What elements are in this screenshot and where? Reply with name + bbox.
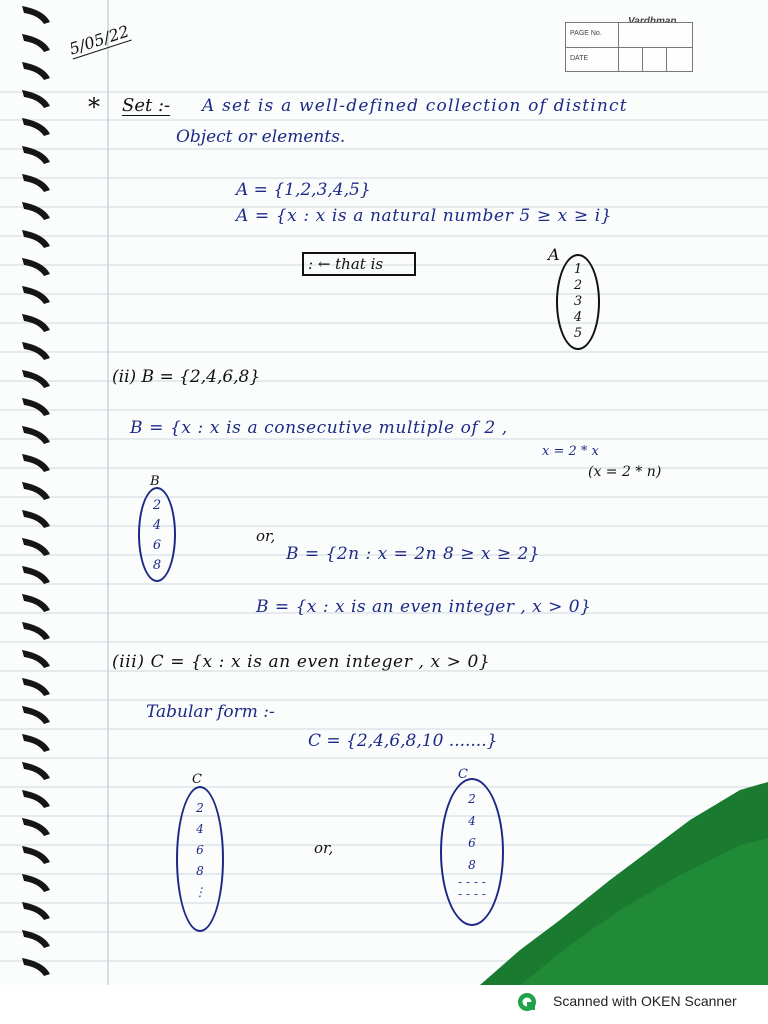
set-c-item: 8 xyxy=(196,864,204,878)
set-a-item: 5 xyxy=(573,326,583,341)
set-b-diagram-label: B xyxy=(150,474,160,489)
date-label: DATE xyxy=(570,55,589,62)
set-c-or: or, xyxy=(314,839,334,857)
set-c-item: 8 xyxy=(468,858,476,872)
set-c-item: ⋮ xyxy=(194,885,206,899)
handwritten-date: 5/05/22 xyxy=(66,21,132,59)
set-b-alt-1: B = {2n : x = 2n 8 ≥ x ≥ 2} xyxy=(286,544,541,564)
set-b-item: 8 xyxy=(152,558,162,573)
set-c-item: 6 xyxy=(468,836,476,850)
set-a-builder: A = {x : x is a natural number 5 ≥ x ≥ i} xyxy=(236,206,613,226)
set-b-item: 2 xyxy=(152,498,162,513)
set-a-item: 3 xyxy=(573,294,583,309)
set-c-item: 6 xyxy=(196,843,204,857)
set-c-diagram-1-label: C xyxy=(192,772,202,787)
set-b-or: or, xyxy=(256,527,276,545)
set-b-heading: (ii) B = {2,4,6,8} xyxy=(112,367,261,387)
set-a-item: 4 xyxy=(573,310,583,325)
oken-scanner-logo-icon xyxy=(517,992,537,1012)
that-is-note: : ← that is xyxy=(308,255,384,273)
set-c-item: - - - - xyxy=(458,887,486,901)
set-c-roster: C = {2,4,6,8,10 .......} xyxy=(308,731,498,751)
set-b-builder: B = {x : x is a consecutive multiple of 2 , xyxy=(130,418,508,438)
set-b-item: 6 xyxy=(152,538,162,553)
set-a-roster: A = {1,2,3,4,5} xyxy=(236,180,371,200)
set-b-side-note-2: (x = 2 * n) xyxy=(588,464,662,480)
definition-line-2: Object or elements. xyxy=(176,127,346,147)
set-c-heading: (iii) C = {x : x is an even integer , x > 0} xyxy=(112,652,491,672)
tabular-form-label: Tabular form :- xyxy=(146,702,275,722)
scanner-watermark-text: Scanned with OKEN Scanner xyxy=(553,993,737,1009)
set-c-diagram-2-label: C xyxy=(458,767,468,782)
page-no-label: PAGE No. xyxy=(570,30,602,37)
scanner-footer xyxy=(0,985,768,1024)
definition-line-1: A set is a well-defined collection of distinct xyxy=(202,96,628,116)
set-b-item: 4 xyxy=(152,518,162,533)
set-c-item: 4 xyxy=(196,822,204,836)
set-c-item: 4 xyxy=(468,814,476,828)
set-b-alt-2: B = {x : x is an even integer , x > 0} xyxy=(256,597,592,617)
set-c-item: - - - - xyxy=(458,875,486,889)
set-b-side-note-1: x = 2 * x xyxy=(542,444,599,459)
set-a-item: 1 xyxy=(573,262,583,277)
set-c-item: 2 xyxy=(196,801,204,815)
bullet-star: * xyxy=(88,93,100,121)
set-term: Set :- xyxy=(122,95,171,116)
set-c-item: 2 xyxy=(468,792,476,806)
set-a-diagram-label: A xyxy=(548,245,560,264)
set-a-item: 2 xyxy=(573,278,583,293)
